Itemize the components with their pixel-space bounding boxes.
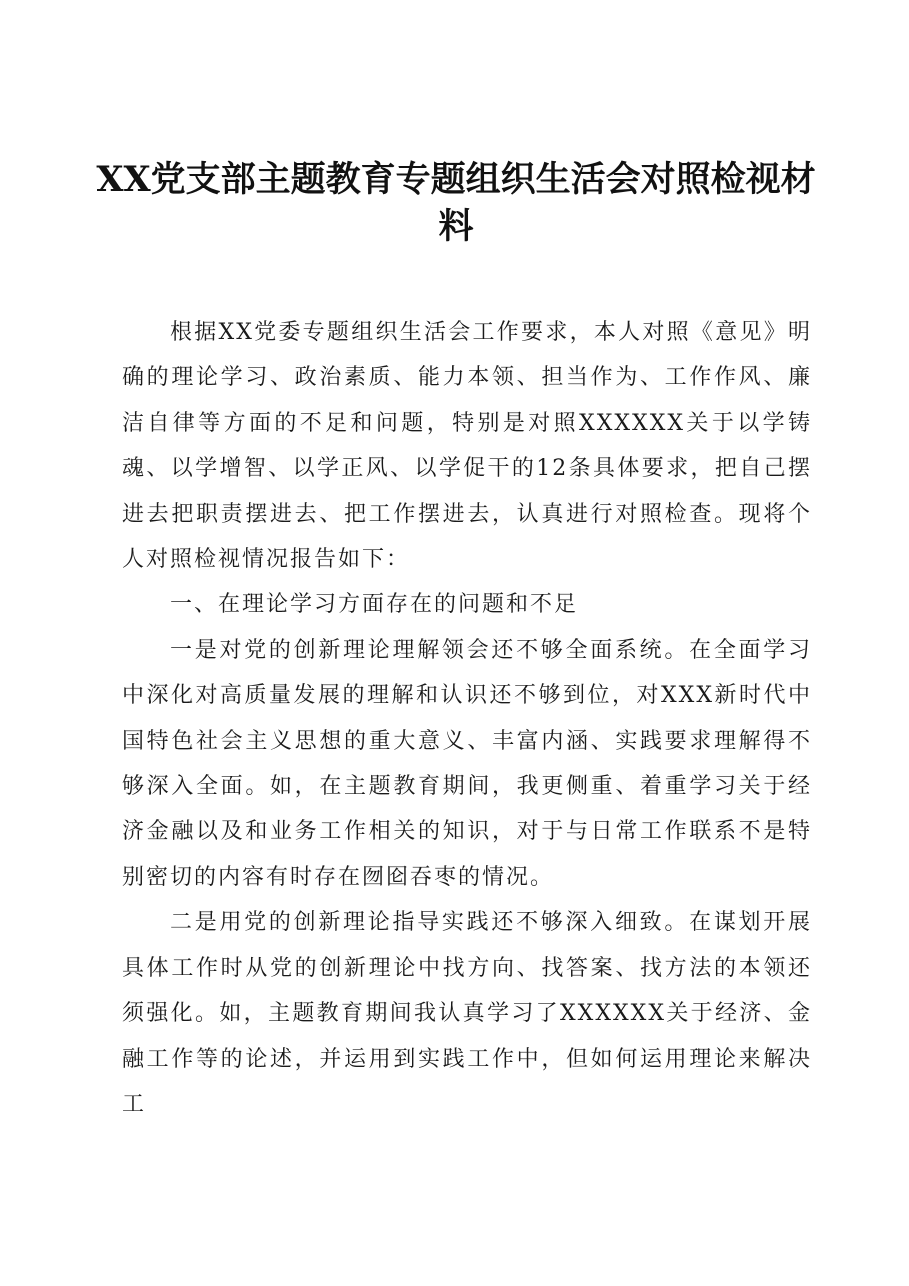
problem-paragraph-1: 一是对党的创新理论理解领会还不够全面系统。在全面学习中深化对高质量发展的理解和认识还不够到位，对XXX新时代中国特色社会主义思想的重大意义、丰富内涵、实践要求理解得不够深入全面。如，在主题教育期间，我更侧重、着重学习关于经济金融以及和业务工作相关的知识，对于与日常工作联系不是特别密切的内容有时存在囫囵吞枣的情况。 (122, 637, 812, 890)
problem-paragraph-2: 二是用党的创新理论指导实践还不够深入细致。在谋划开展具体工作时从党的创新理论中找方向、找答案、找方法的本领还须强化。如，主题教育期间我认真学习了XXXXXX关于经济、金融工作等的论述，并运用到实践工作中，但如何运用理论来解决工 (122, 910, 812, 1117)
document-title: XX党支部主题教育专题组织生活会对照检视材料 (96, 159, 816, 247)
section-heading: 一、在理论学习方面存在的问题和不足 (170, 592, 579, 618)
intro-paragraph: 根据XX党委专题组织生活会工作要求，本人对照《意见》明确的理论学习、政治素质、能力本领、担当作为、工作作风、廉洁自律等方面的不足和问题，特别是对照XXXXXX关于以学铸魂、以学增智、以学正风、以学促干的12条具体要求，把自己摆进去把职责摆进去、把工作摆进去，认真进行对照检查。现将个人对照检视情况报告如下： (122, 320, 812, 573)
document-body (122, 310, 812, 1127)
